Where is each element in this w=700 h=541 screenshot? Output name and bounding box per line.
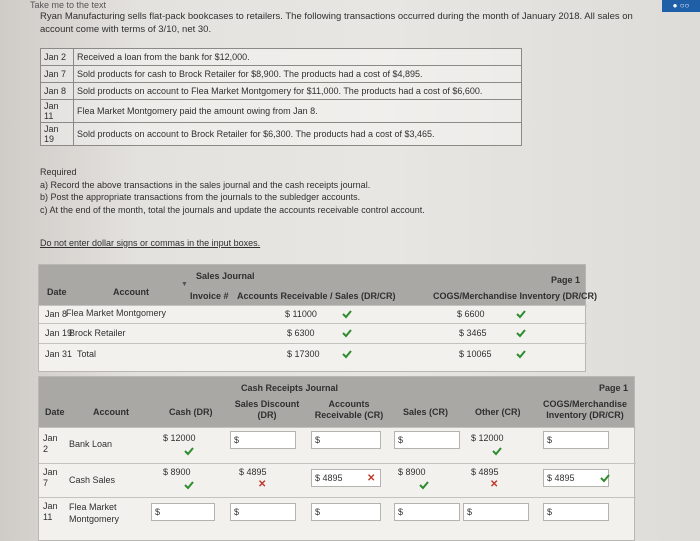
x-mark-icon: ✕ [367, 473, 376, 484]
col-date: Date [47, 287, 67, 297]
col-sales: Sales (CR) [403, 407, 449, 417]
transaction-date: Jan 19 [41, 123, 74, 146]
check-icon [515, 348, 527, 360]
row-date: Jan 31 [45, 349, 73, 359]
row-date: Jan 2 [43, 433, 58, 454]
col-cogs: COGS/Merchandise Inventory (DR/CR) [542, 399, 628, 420]
accounts-receivable-input[interactable]: $ [311, 431, 381, 449]
sales-value[interactable]: $ 8900 [398, 467, 426, 477]
required-item-a: a) Record the above transactions in the sales journal and the cash receipts journal. [40, 179, 371, 190]
ar-value[interactable]: $ 11000 [285, 309, 317, 319]
table-row [41, 123, 522, 146]
x-mark-icon: ✕ [490, 479, 499, 490]
cash-value[interactable]: $ 8900 [163, 467, 191, 477]
row-date: Jan 11 [43, 501, 58, 522]
check-icon [341, 348, 353, 360]
required-section [40, 166, 425, 216]
col-other: Other (CR) [475, 407, 521, 417]
cogs-input[interactable]: $ 4895 [543, 469, 609, 487]
table-row [41, 49, 522, 66]
transaction-description: Sold products on account to Flea Market Montgomery for $11,000. The products had a cost of $6,600. [74, 83, 522, 100]
cash-receipts-title: Cash Receipts Journal [241, 383, 339, 393]
ar-total[interactable]: $ 17300 [287, 349, 320, 359]
check-icon [183, 479, 195, 491]
check-icon [183, 445, 195, 457]
sales-discount-value[interactable]: $ 4895 [239, 467, 267, 477]
check-icon [341, 327, 353, 339]
sales-journal-title: Sales Journal [196, 271, 255, 281]
transaction-date: Jan 2 [41, 49, 74, 66]
top-strip-text: Take me to the text [30, 0, 107, 10]
check-icon [341, 308, 353, 320]
corner-badge: ● ○○ [662, 0, 700, 12]
required-item-b: b) Post the appropriate transactions from the journals to the subledger accounts. [40, 192, 361, 202]
account-select[interactable]: Flea Market Montgomery [66, 308, 167, 318]
table-row [41, 83, 522, 100]
required-item-c: c) At the end of the month, total the journals and update the accounts receivable control account. [40, 204, 425, 215]
col-sales-discount: Sales Discount (DR) [234, 399, 300, 420]
check-icon [418, 479, 430, 491]
cash-value[interactable]: $ 12000 [163, 433, 196, 443]
col-date: Date [45, 407, 65, 417]
cash-receipts-page: Page 1 [599, 383, 629, 393]
transaction-date: Jan 8 [41, 83, 74, 100]
col-accounts-receivable: Accounts Receivable (CR) [314, 399, 384, 420]
other-value[interactable]: $ 4895 [471, 467, 499, 477]
transaction-description: Sold products on account to Brock Retailer for $6,300. The products had a cost of $3,465. [74, 123, 522, 146]
problem-intro: Ryan Manufacturing sells flat-pack bookcases to retailers. The following transactions occurred during the month of January 2018. All sales on account come with terms of 3/10, net 30. [40, 11, 633, 35]
col-invoice: Invoice # [190, 291, 229, 301]
transaction-date: Jan 11 [41, 100, 74, 123]
cogs-total[interactable]: $ 10065 [459, 349, 492, 359]
sales-journal [38, 264, 598, 372]
other-input[interactable]: $ [463, 503, 529, 521]
sales-input[interactable]: $ [394, 431, 460, 449]
transactions-table [40, 48, 522, 146]
row-date: Jan 7 [43, 467, 58, 488]
check-icon [515, 327, 527, 339]
col-cash: Cash (DR) [169, 407, 213, 417]
cogs-value[interactable]: $ 6600 [457, 309, 485, 319]
row-date: Jan 19 [45, 328, 73, 338]
account-select[interactable]: Cash Sales [69, 475, 116, 485]
check-icon [491, 445, 503, 457]
check-icon [599, 472, 611, 484]
transaction-description: Sold products for cash to Brock Retailer for $8,900. The products had a cost of $4,895. [74, 66, 522, 83]
account-select[interactable]: Bank Loan [69, 439, 113, 449]
table-row [41, 66, 522, 83]
sort-caret-icon: ▼ [181, 281, 188, 288]
required-title: Required [40, 167, 77, 177]
ar-value[interactable]: $ 6300 [287, 328, 315, 338]
other-value[interactable]: $ 12000 [471, 433, 504, 443]
sales-journal-page: Page 1 [551, 275, 581, 285]
cogs-value[interactable]: $ 3465 [459, 328, 487, 338]
account-select[interactable]: Brock Retailer [69, 328, 126, 338]
account-select[interactable]: Flea Market Montgomery [69, 502, 120, 524]
col-ar-sales: Accounts Receivable / Sales (DR/CR) [237, 291, 396, 301]
accounts-receivable-input[interactable]: $ 4895 [311, 469, 381, 487]
sales-discount-input[interactable]: $ [230, 431, 296, 449]
transaction-description: Received a loan from the bank for $12,000. [74, 49, 522, 66]
check-icon [515, 308, 527, 320]
accounts-receivable-input[interactable]: $ [311, 503, 381, 521]
sales-discount-input[interactable]: $ [230, 503, 296, 521]
cogs-input[interactable]: $ [543, 431, 609, 449]
cash-receipts-journal [38, 376, 635, 541]
table-row [41, 100, 522, 123]
input-note: Do not enter dollar signs or commas in the input boxes. [40, 238, 261, 248]
cash-input[interactable]: $ [151, 503, 215, 521]
x-mark-icon: ✕ [258, 479, 267, 490]
col-cogs: COGS/Merchandise Inventory (DR/CR) [433, 291, 598, 301]
transaction-date: Jan 7 [41, 66, 74, 83]
transaction-description: Flea Market Montgomery paid the amount owing from Jan 8. [74, 100, 522, 123]
sales-input[interactable]: $ [394, 503, 460, 521]
cogs-input[interactable]: $ [543, 503, 609, 521]
account-label: Total [77, 349, 97, 359]
row-date: Jan 8 [45, 309, 68, 319]
col-account: Account [113, 287, 149, 297]
col-account: Account [93, 407, 129, 417]
